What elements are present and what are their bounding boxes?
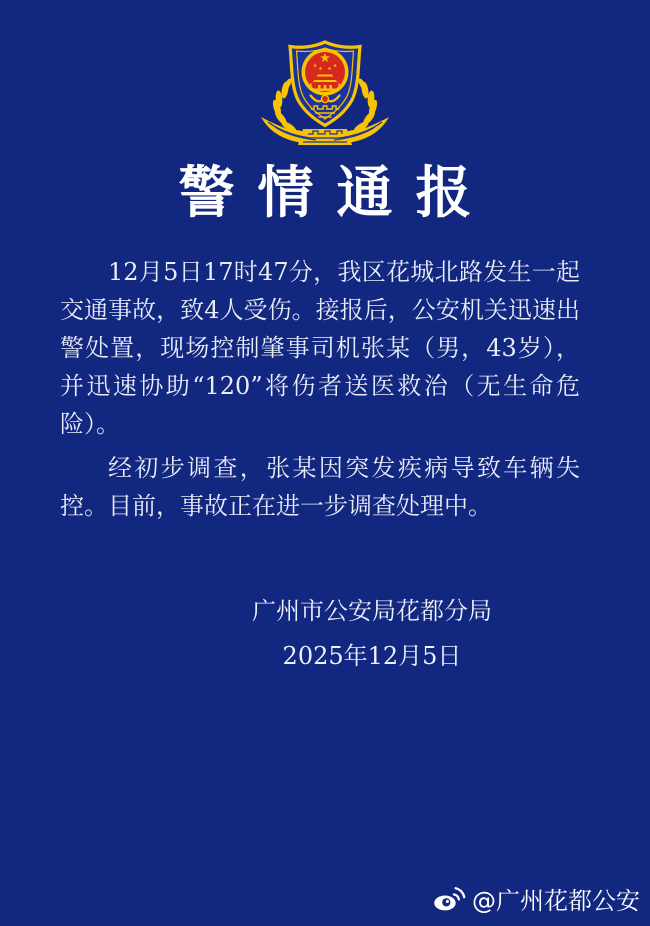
issuer-name: 广州市公安局花都分局 xyxy=(252,597,492,625)
notice-paragraph-2: 经初步调查，张某因突发疾病导致车辆失控。目前，事故正在进一步调查处理中。 xyxy=(60,454,580,520)
weibo-watermark xyxy=(432,881,640,916)
notice-title: 警情通报 xyxy=(178,160,495,226)
weibo-icon xyxy=(432,885,466,912)
notice-paragraph-1: 12月5日17时47分，我区花城北路发生一起交通事故，致4人受伤。接报后，公安机关迅速出警处置，现场控制肇事司机张某（男，43岁），并迅速协助“120”将伤者送医救治（无生命危险）。 xyxy=(60,258,580,438)
signature-block xyxy=(252,597,492,670)
issue-date: 2025年12月5日 xyxy=(282,642,462,670)
notice-body xyxy=(0,253,650,525)
watermark-text: @广州花都公安 xyxy=(472,887,640,915)
police-badge-icon xyxy=(258,38,392,146)
